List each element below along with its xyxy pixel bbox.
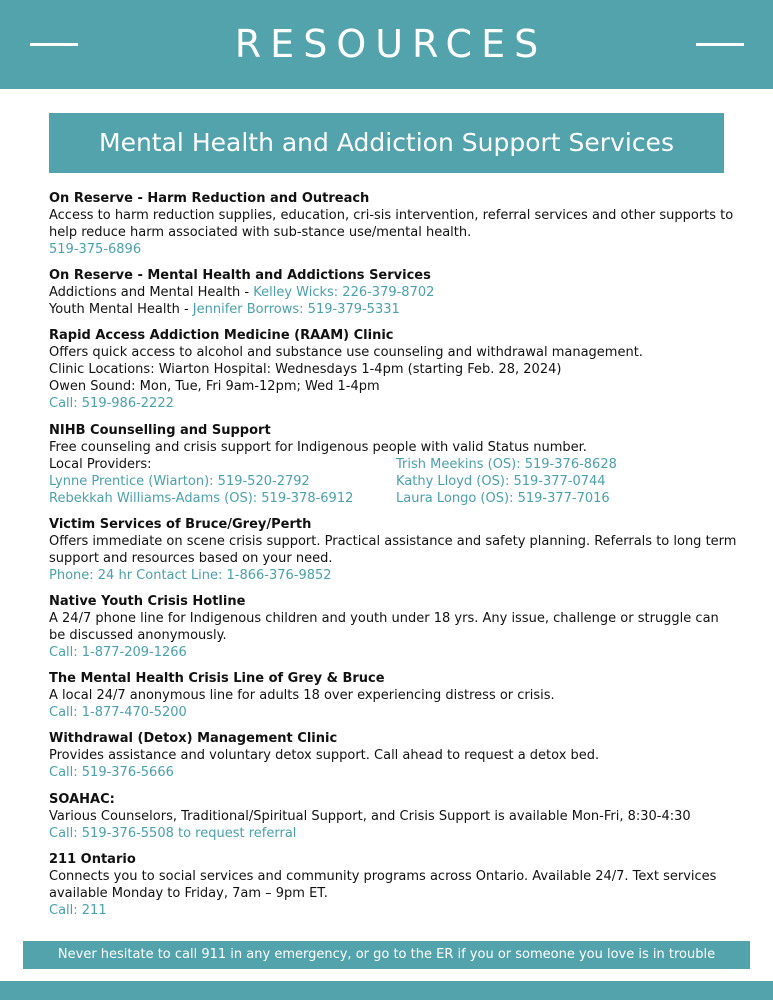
resource-211-ontario	[49, 851, 739, 919]
resource-description: Provides assistance and voluntary detox support. Call ahead to request a detox bed.	[49, 748, 600, 764]
resource-raam-clinic	[49, 327, 739, 412]
resource-phone-link[interactable]: Call: 1-877-470-5200	[49, 705, 187, 721]
resource-list	[49, 190, 739, 928]
emergency-notice: Never hesitate to call 911 in any emergency, or go to the ER if you or someone you love is in trouble	[23, 941, 750, 969]
page-title: RESOURCES	[234, 22, 548, 66]
resource-phone-link[interactable]: Call: 519-376-5508 to request referral	[49, 825, 297, 841]
resource-heading: Rapid Access Addiction Medicine (RAAM) Clinic	[49, 328, 394, 344]
resource-phone-link[interactable]: 519-375-6896	[49, 242, 142, 257]
resource-native-youth-hotline	[49, 593, 739, 661]
resource-description: Offers quick access to alcohol and substance use counseling and withdrawal management.	[49, 345, 643, 361]
resource-description: A local 24/7 anonymous line for adults 18 over experiencing distress or crisis.	[49, 688, 555, 704]
resource-description: A 24/7 phone line for Indigenous children and youth under 18 yrs. Any issue, challenge or struggle can be discussed anonymously.	[49, 610, 719, 643]
resource-heading: Withdrawal (Detox) Management Clinic	[49, 731, 338, 747]
resource-heading: On Reserve - Mental Health and Addictions Services	[49, 268, 431, 284]
resource-contact-row	[49, 301, 739, 318]
resource-mental-health-addictions	[49, 267, 739, 318]
resource-crisis-line	[49, 670, 739, 721]
providers-label: Local Providers:	[49, 456, 152, 472]
provider-link[interactable]: Kathy Lloyd (OS): 519-377-0744	[396, 473, 606, 489]
resource-heading: NIHB Counselling and Support	[49, 422, 271, 438]
resource-heading: 211 Ontario	[49, 851, 136, 867]
resource-description: Free counseling and crisis support for Indigenous people with valid Status number.	[49, 439, 587, 455]
providers-spacer	[396, 439, 617, 456]
header-bar	[0, 0, 773, 89]
resource-heading: SOAHAC:	[49, 791, 115, 807]
resource-phone-link[interactable]: Call: 519-986-2222	[49, 396, 174, 412]
header-right-rule	[696, 43, 744, 46]
resource-description: Connects you to social services and community programs across Ontario. Available 24/7. Text services available Monday to Friday, 7am – 9pm ET.	[49, 868, 717, 901]
resource-description: Various Counselors, Traditional/Spiritual Support, and Crisis Support is available Mon-Fri, 8:30-4:30	[49, 808, 691, 824]
contact-link[interactable]: Kelley Wicks: 226-379-8702	[253, 285, 435, 301]
bottom-strip	[0, 981, 773, 1000]
resource-phone-link[interactable]: Call: 211	[49, 902, 107, 918]
resource-contact-row	[49, 284, 739, 301]
provider-link[interactable]: Lynne Prentice (Wiarton): 519-520-2792	[49, 473, 310, 489]
providers-left-column	[49, 456, 396, 507]
resource-victim-services	[49, 516, 739, 584]
provider-link[interactable]: Rebekkah Williams-Adams (OS): 519-378-6912	[49, 490, 354, 506]
resource-phone-link[interactable]: Call: 519-376-5666	[49, 765, 174, 781]
resource-heading: On Reserve - Harm Reduction and Outreach	[49, 191, 370, 206]
providers-right-column	[396, 439, 617, 507]
providers-grid	[49, 456, 739, 507]
section-banner: Mental Health and Addiction Support Services	[49, 113, 724, 173]
resource-heading: Victim Services of Bruce/Grey/Perth	[49, 516, 312, 532]
resource-description: Clinic Locations: Wiarton Hospital: Wednesdays 1-4pm (starting Feb. 28, 2024)	[49, 362, 562, 378]
resource-description: Owen Sound: Mon, Tue, Fri 9am-12pm; Wed 1-4pm	[49, 379, 380, 395]
provider-link[interactable]: Trish Meekins (OS): 519-376-8628	[396, 456, 617, 472]
resource-description: Offers immediate on scene crisis support. Practical assistance and safety planning. Referrals to long term support and resources based on your need.	[49, 533, 737, 566]
resource-detox-clinic	[49, 730, 739, 781]
resource-phone-link[interactable]: Phone: 24 hr Contact Line: 1-866-376-9852	[49, 567, 332, 583]
contact-link[interactable]: Jennifer Borrows: 519-379-5331	[192, 302, 400, 318]
resource-description: Access to harm reduction supplies, education, cri-sis intervention, referral services and other supports to help reduce harm associated with sub-stance use/mental health.	[49, 208, 734, 240]
resource-nihb	[49, 422, 739, 507]
provider-link[interactable]: Laura Longo (OS): 519-377-7016	[396, 490, 610, 506]
contact-label: Youth Mental Health -	[49, 302, 193, 318]
resource-soahac	[49, 791, 739, 842]
contact-label: Addictions and Mental Health -	[49, 285, 254, 301]
resource-harm-reduction	[49, 190, 739, 258]
resource-phone-link[interactable]: Call: 1-877-209-1266	[49, 644, 187, 660]
resource-heading: The Mental Health Crisis Line of Grey & Bruce	[49, 671, 385, 687]
resource-heading: Native Youth Crisis Hotline	[49, 593, 246, 609]
